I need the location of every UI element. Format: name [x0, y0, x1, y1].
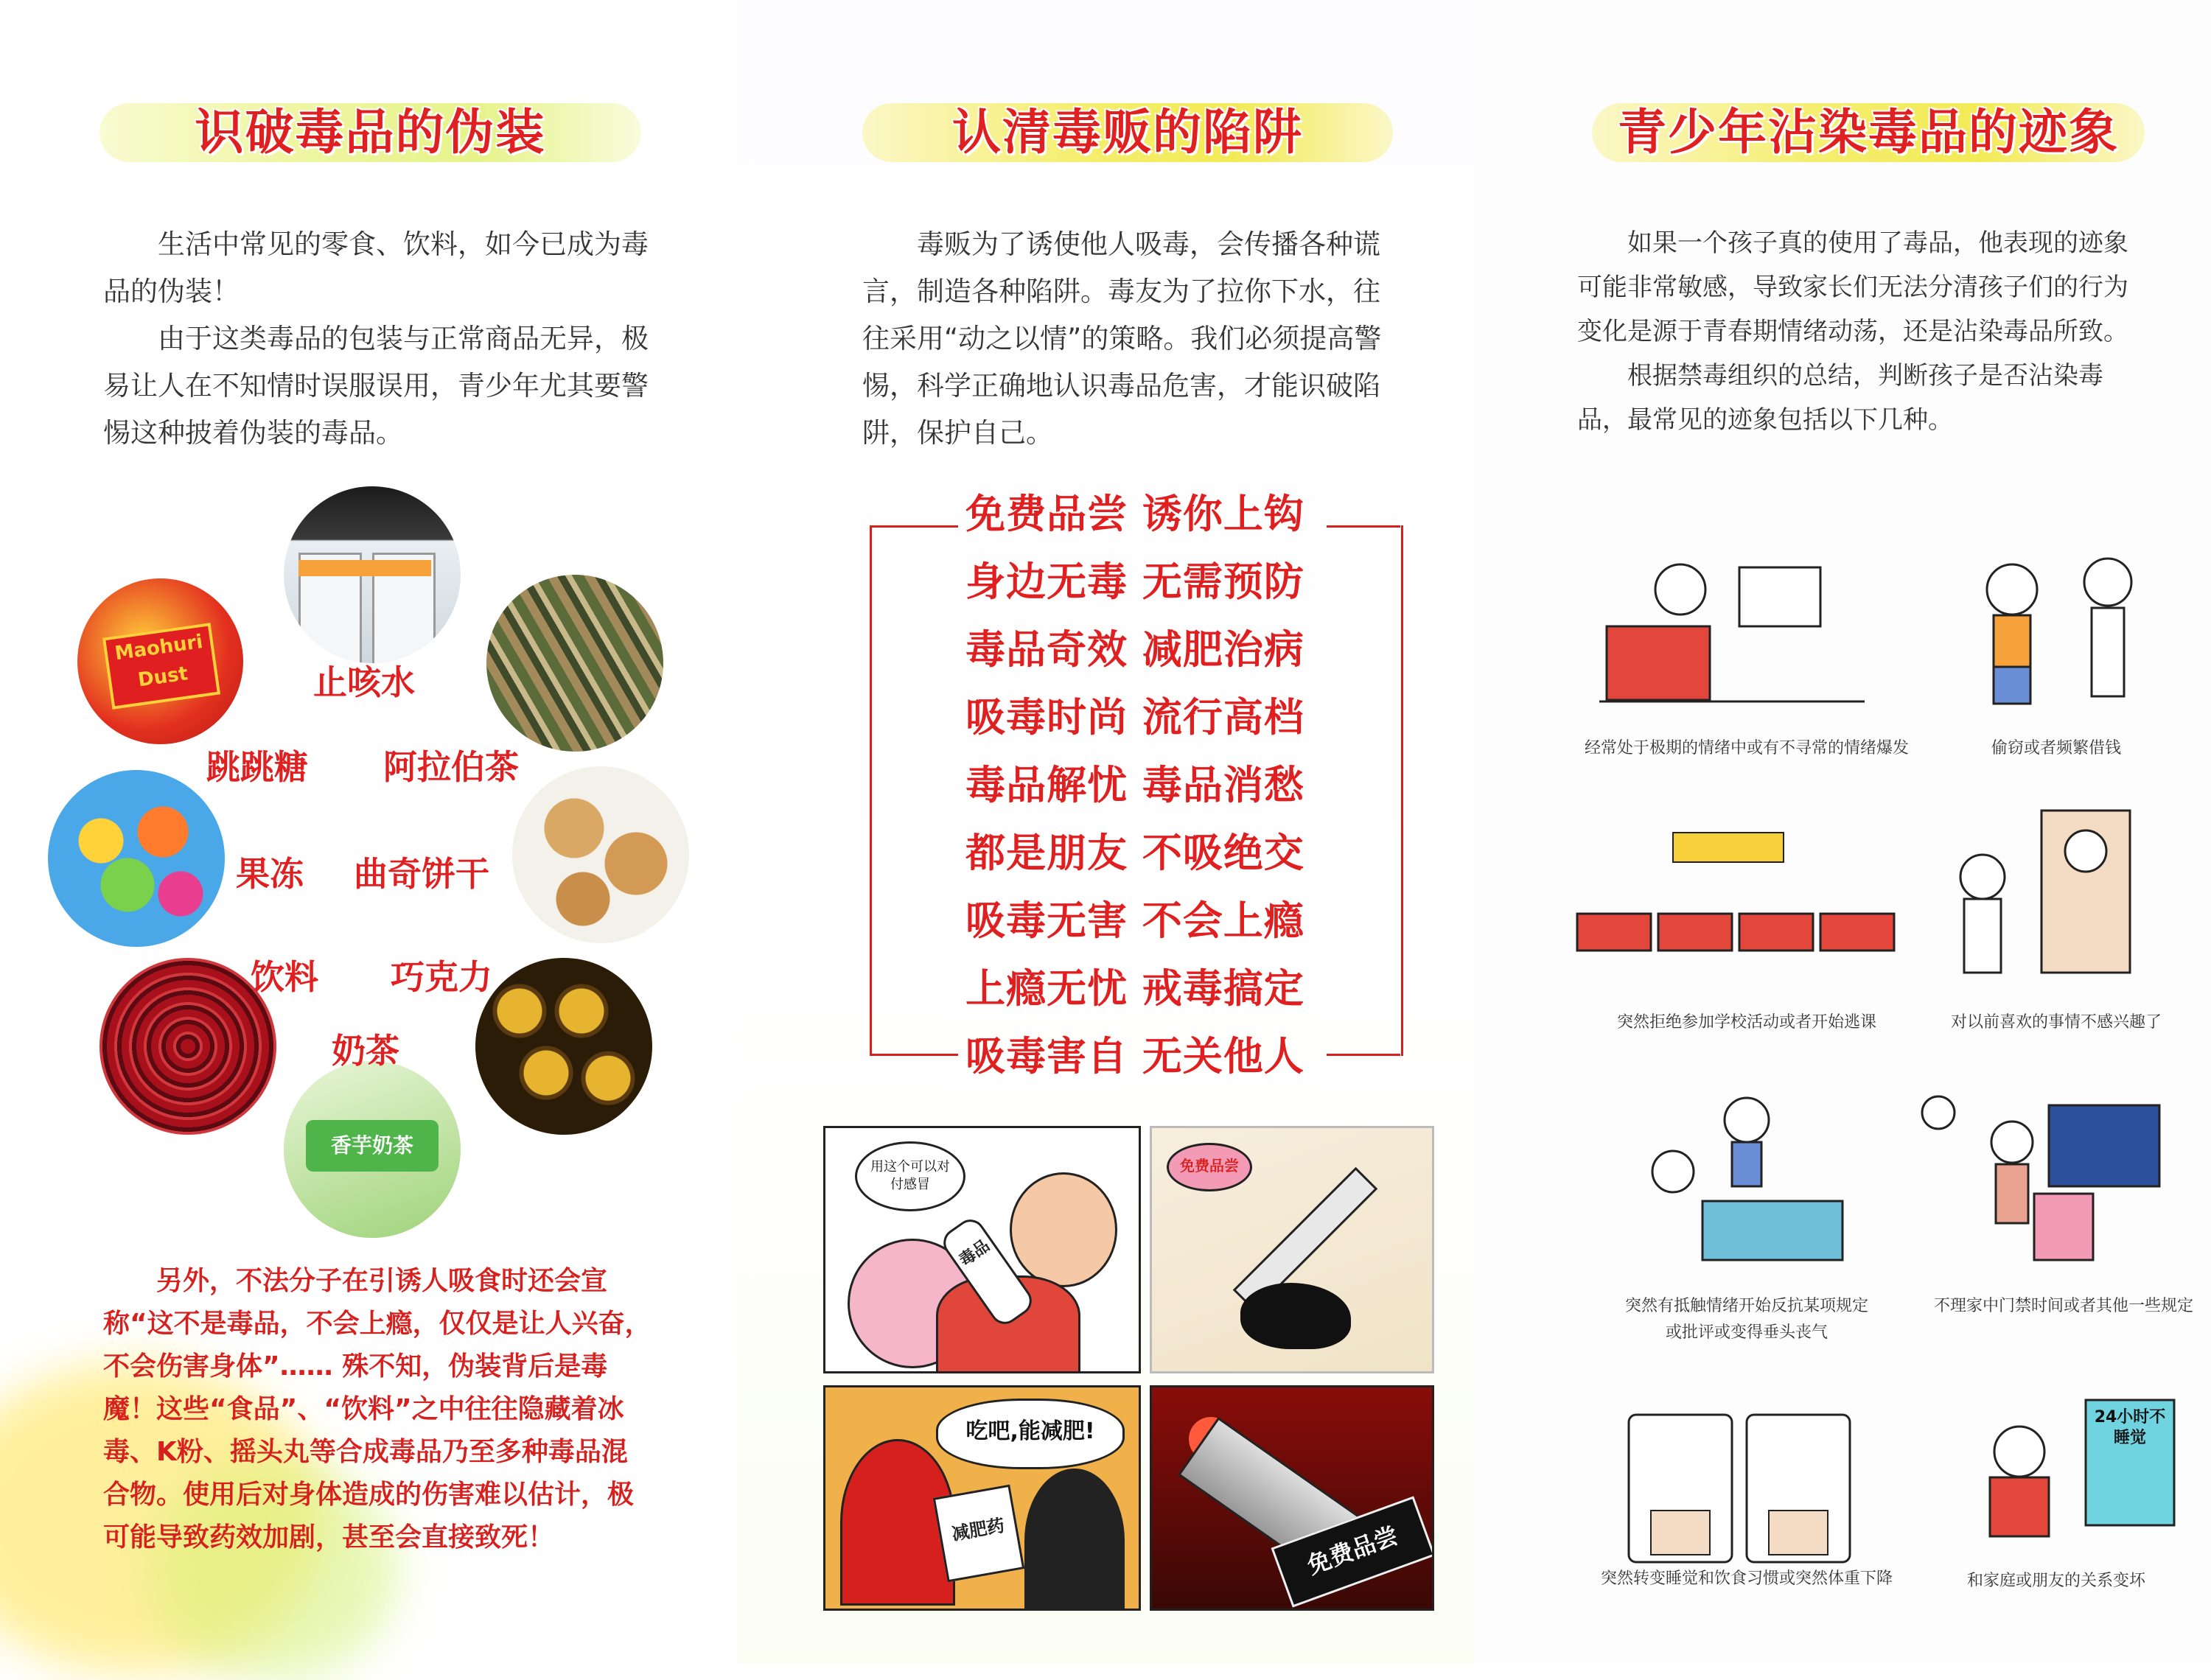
slogan-4: 吸毒时尚 流行高档: [965, 694, 1304, 741]
label-popping-candy: 跳跳糖: [206, 747, 308, 787]
sign-caption-1: 经常处于极期的情绪中或有不寻常的情绪爆发: [1584, 739, 1909, 757]
panel3-intro-p1: 如果一个孩子真的使用了毒品，他表现的迹象可能非常敏感，导致家长们无法分清孩子们的行为变化是源于青春期情绪动荡，还是沾染毒品所致。: [1577, 228, 2128, 346]
comic1-woman: [1010, 1172, 1117, 1287]
label-drinks: 饮料: [251, 957, 318, 997]
panel-warning-signs: [1474, 0, 2211, 1663]
comic1-speech-bubble: 用这个可以对付感冒: [855, 1141, 965, 1211]
panel1-warning-text: 另外，不法分子在引诱人吸食时还会宣称“这不是毒品，不会上瘾，仅仅是让人兴奋，不会伤害身体”…… 殊不知，伪装背后是毒魔！这些“食品”、“饮料”之中往往隐藏着冰毒、K粉、摇头丸等合成毒品乃至多种毒品混合物。使用后对身体造成的伤害难以估计，极可能导致药效加剧，甚至会直接致死！: [103, 1266, 652, 1553]
comic1-bottle: 毒品: [937, 1214, 1037, 1329]
sign-caption-6: 不理家中门禁时间或者其他一些规定: [1933, 1297, 2193, 1315]
sign-caption-3: 突然拒绝参加学校活动或者开始逃课: [1616, 1013, 1876, 1032]
comic4-label: 免费品尝: [1271, 1496, 1434, 1607]
slogan-9: 吸毒害自 无关他人: [965, 1033, 1304, 1079]
candy-pack: Maohuri Dust: [102, 623, 220, 710]
panel3-intro: [1577, 221, 2152, 442]
panel-drug-disguise: [0, 0, 737, 1663]
poster-text: 24小时不睡觉: [2094, 1408, 2166, 1447]
sign-caption-7: 突然转变睡觉和饮食习惯或突然体重下降: [1600, 1569, 1893, 1588]
comic2-label: 免费品尝: [1167, 1143, 1252, 1191]
illo-rebellion: [1592, 1091, 1887, 1275]
illo-curfew: [1916, 1091, 2182, 1275]
panel-dealer-traps: [737, 0, 1474, 1663]
label-cough-syrup: 止咳水: [313, 662, 415, 702]
slogan-frame-bottom-right: [1327, 1054, 1400, 1056]
panel3-title: 青少年沾染毒品的迹象: [1618, 104, 2119, 161]
sign-caption-8: 和家庭或朋友的关系变坏: [1966, 1572, 2145, 1590]
photo-cough-syrup: [284, 486, 461, 663]
sign-caption-5: 突然有抵触情绪开始反抗某项规定 或批评或变得垂头丧气: [1624, 1297, 1868, 1342]
comic3-paper: 减肥药: [933, 1485, 1025, 1583]
comic-free-sample: [1150, 1385, 1434, 1611]
sign-caption-4: 对以前喜欢的事情不感兴趣了: [1950, 1013, 2162, 1032]
slogan-8: 上瘾无忧 戒毒搞定: [965, 965, 1304, 1012]
panel2-intro: [862, 221, 1404, 457]
slogan-2: 身边无毒 无需预防: [965, 559, 1304, 605]
panel3-title-band: [1592, 103, 2145, 162]
slogan-1: 免费品尝 诱你上钩: [965, 491, 1304, 537]
panel2-title-band: [862, 103, 1393, 162]
photo-popping-candy: [77, 578, 243, 744]
photo-milk-tea: [284, 1061, 461, 1238]
label-milk-tea: 奶茶: [332, 1031, 399, 1071]
panel2-title: 认清毒贩的陷阱: [952, 104, 1303, 161]
milk-tea-pack: 香芋奶茶: [306, 1120, 439, 1172]
comic-diet-pill: [823, 1385, 1141, 1611]
panel1-title: 识破毒品的伪装: [195, 104, 546, 161]
panel2-intro-text: 毒贩为了诱使他人吸毒，会传播各种谎言，制造各种陷阱。毒友为了拉你下水，往往采用“动之以情”的策略。我们必须提高警惕，科学正确地认识毒品危害，才能识破陷阱，保护自己。: [862, 228, 1382, 449]
label-jelly: 果冻: [236, 854, 304, 894]
slogan-6: 都是朋友 不吸绝交: [965, 830, 1304, 876]
slogan-3: 毒品奇效 减肥治病: [965, 626, 1304, 673]
photo-cookies: [512, 766, 689, 943]
photo-chocolate: [475, 958, 652, 1135]
comic3-girl: [1024, 1469, 1125, 1611]
illo-skip-school: [1562, 818, 1901, 995]
comic2-shadow-ghost: [1240, 1283, 1351, 1349]
panel1-warning: [103, 1260, 652, 1559]
illo-lost-interest: [1931, 796, 2182, 995]
illo-stealing: [1946, 538, 2167, 715]
comic3-speech-bubble: 吃吧,能减肥!: [936, 1399, 1125, 1469]
illo-weight-loss: [1621, 1400, 1857, 1577]
sign-caption-2: 偷窃或者频繁借钱: [1991, 739, 2121, 757]
syrup-label-band: [298, 560, 431, 576]
label-chocolate: 巧克力: [391, 957, 492, 997]
panel3-intro-p2: 根据禁毒组织的总结，判断孩子是否沾染毒品，最常见的迹象包括以下几种。: [1577, 361, 2103, 435]
label-cookies: 曲奇饼干: [354, 854, 489, 894]
comic-syringe: [1150, 1126, 1434, 1373]
panel1-intro-p1: 生活中常见的零食、饮料，如今已成为毒品的伪装！: [103, 228, 649, 307]
photo-arab-tea: [486, 575, 663, 752]
slogan-7: 吸毒无害 不会上瘾: [965, 897, 1304, 944]
slogan-5: 毒品解忧 毒品消愁: [965, 762, 1304, 808]
label-arab-tea: 阿拉伯茶: [383, 747, 519, 787]
photo-drinks: [99, 958, 276, 1135]
illo-mood-swings: [1592, 538, 1872, 715]
panel1-title-band: [99, 103, 641, 162]
slogan-frame-top-right: [1327, 525, 1400, 528]
panel1-intro-p2: 由于这类毒品的包装与正常商品无异，极易让人在不知情时误服误用，青少年尤其要警惕这种披着伪装的毒品。: [103, 323, 649, 449]
comic-cold-medicine: [823, 1126, 1141, 1373]
panel1-intro: [103, 221, 652, 457]
photo-jelly: [48, 770, 225, 947]
